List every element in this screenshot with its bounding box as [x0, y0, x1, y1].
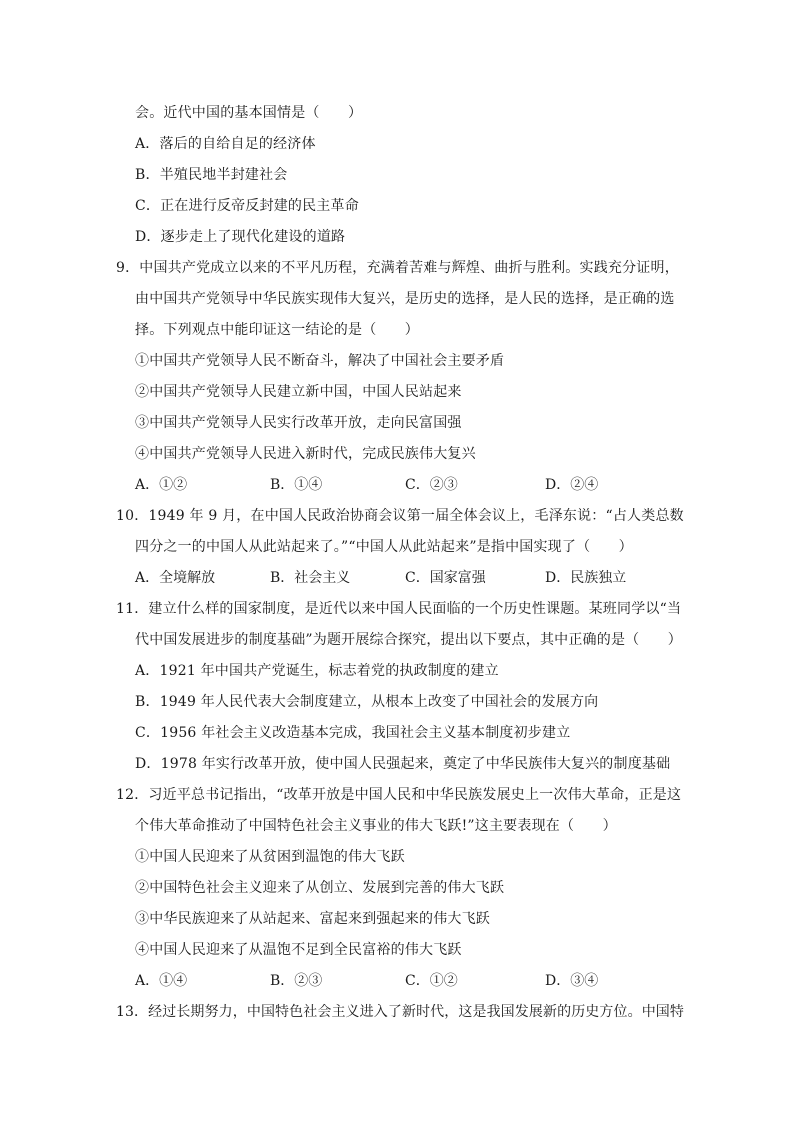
q8-stem-tail: 会。近代中国的基本国情是（ ） [135, 105, 363, 121]
q12-choice-d: D．③④ [545, 973, 599, 989]
q12-choices [135, 971, 695, 991]
q12-statement-3: ③中华民族迎来了从站起来、富起来到强起来的伟大飞跃 [135, 911, 490, 927]
q9-stem-line-1: 9．中国共产党成立以来的不平凡历程，充满着苦难与辉煌、曲折与胜利。实践充分证明， [116, 260, 679, 276]
q9-statement-2: ②中国共产党领导人民建立新中国，中国人民站起来 [135, 384, 462, 400]
q12-choice-c: C．①② [405, 973, 458, 989]
q12-choice-a: A．①④ [135, 973, 188, 989]
q9-choices [135, 475, 695, 495]
q9-stem-line-3: 择。下列观点中能印证这一结论的是（ ） [135, 322, 419, 338]
q10-choice-c: C．国家富强 [405, 570, 486, 586]
q10-choice-b: B．社会主义 [270, 570, 351, 586]
q9-statement-4: ④中国共产党领导人民进入新时代，完成民族伟大复兴 [135, 446, 476, 462]
q10-choice-a: A．全境解放 [135, 570, 216, 586]
q8-option-c: C．正在进行反帝反封建的民主革命 [135, 198, 359, 214]
q9-statement-3: ③中国共产党领导人民实行改革开放，走向民富国强 [135, 415, 462, 431]
q12-statement-1: ①中国人民迎来了从贫困到温饱的伟大飞跃 [135, 849, 405, 865]
q11-stem-line-2: 代中国发展进步的制度基础”为题开展综合探究，提出以下要点，其中正确的是（ ） [135, 632, 682, 648]
q12-statement-4: ④中国人民迎来了从温饱不足到全民富裕的伟大飞跃 [135, 942, 462, 958]
q11-option-b: B．1949 年人民代表大会制度建立，从根本上改变了中国社会的发展方向 [135, 694, 599, 710]
q13-stem-line-1: 13．经过长期努力，中国特色社会主义进入了新时代，这是我国发展新的历史方位。中国特 [116, 1004, 685, 1020]
q12-choice-b: B．②③ [270, 973, 323, 989]
q9-stem-line-2: 由中国共产党领导中华民族实现伟大复兴，是历史的选择，是人民的选择，是正确的选 [135, 291, 675, 307]
q10-choices [135, 568, 695, 588]
q9-choice-a: A．①② [135, 477, 188, 493]
q8-option-a: A．落后的自给自足的经济体 [135, 136, 316, 152]
q8-option-b: B．半殖民地半封建社会 [135, 167, 288, 183]
q9-statement-1: ①中国共产党领导人民不断奋斗，解决了中国社会主要矛盾 [135, 353, 505, 369]
q8-option-d: D．逐步走上了现代化建设的道路 [135, 229, 346, 245]
q10-stem-line-2: 四分之一的中国人从此站起来了。”“中国人从此站起来”是指中国实现了（ ） [135, 539, 633, 555]
q11-option-a: A．1921 年中国共产党诞生，标志着党的执政制度的建立 [135, 663, 499, 679]
q11-option-d: D．1978 年实行改革开放，使中国人民强起来，奠定了中华民族伟大复兴的制度基础 [135, 756, 671, 772]
q11-stem-line-1: 11．建立什么样的国家制度，是近代以来中国人民面临的一个历史性课题。某班同学以“当 [116, 601, 682, 617]
q12-stem-line-1: 12．习近平总书记指出，“改革开放是中国人民和中华民族发展史上一次伟大革命，正是这 [116, 787, 682, 803]
q9-choice-d: D．②④ [545, 477, 599, 493]
q10-choice-d: D．民族独立 [545, 570, 627, 586]
q10-stem-line-1: 10．1949 年 9 月，在中国人民政治协商会议第一届全体会议上，毛泽东说：“占人类总数 [116, 508, 684, 524]
q9-choice-b: B．①④ [270, 477, 323, 493]
q12-stem-line-2: 个伟大革命推动了中国特色社会主义事业的伟大飞跃!”这主要表现在（ ） [135, 818, 617, 834]
q9-choice-c: C．②③ [405, 477, 458, 493]
q12-statement-2: ②中国特色社会主义迎来了从创立、发展到完善的伟大飞跃 [135, 880, 505, 896]
q11-option-c: C．1956 年社会主义改造基本完成，我国社会主义基本制度初步建立 [135, 725, 571, 741]
